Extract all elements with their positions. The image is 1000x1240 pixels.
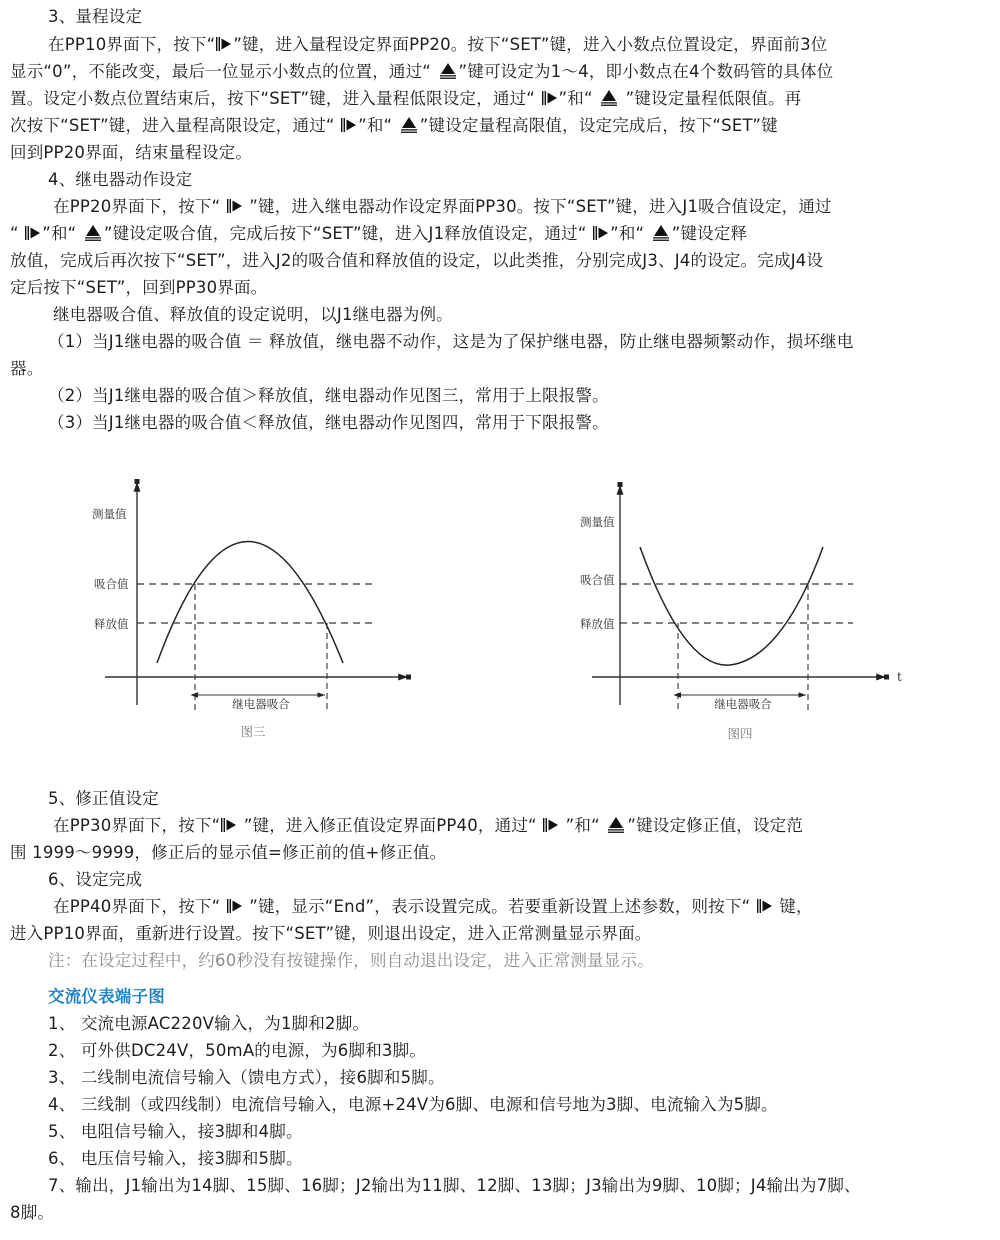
terminal-diagram-heading: 交流仪表端子图 — [48, 987, 165, 1006]
shift-key-icon — [220, 816, 238, 835]
paragraph-line — [53, 894, 813, 920]
y-axis-label: 测量值 — [92, 507, 127, 521]
list-item: 4、 三线制（或四线制）电流信号输入，电源+24V为6脚、电源和信号地为3脚、电流输入为5脚。 — [48, 1095, 778, 1114]
up-key-icon — [398, 116, 420, 135]
pickup-label: 吸合值 — [580, 573, 615, 587]
text-segment: ”键设定吸合值，完成后按下“SET”键，进入J1释放值设定，通过“ — [103, 224, 593, 243]
text-segment: ”键可设定为1～4，即小数点在4个数码管的具体位 — [458, 62, 834, 81]
list-item: 7、输出，J1输出为14脚、15脚、16脚；J2输出为11脚、12脚、13脚；J3输出为9脚、10脚；J4输出为7脚、 — [48, 1176, 861, 1195]
list-item-continuation: 8脚。 — [10, 1203, 55, 1222]
shift-key-icon — [226, 197, 244, 216]
figure-caption: 图四 — [727, 726, 753, 741]
pickup-label: 吸合值 — [94, 577, 129, 591]
text-segment: ”和“ — [42, 224, 82, 243]
note-text: 注：在设定过程中，约60秒没有按键操作，则自动退出设定，进入正常测量显示。 — [48, 951, 654, 970]
up-key-icon — [598, 89, 620, 108]
text-segment: ”键设定修正值，设定范 — [627, 816, 804, 835]
figure-3 — [92, 479, 411, 739]
list-item: 5、 电阻信号输入，接3脚和4脚。 — [48, 1122, 303, 1141]
section-heading-relay-action: 4、继电器动作设定 — [48, 170, 193, 189]
shift-key-icon — [592, 224, 610, 243]
relay-action-diagrams — [0, 460, 1000, 760]
figure-caption: 图三 — [240, 724, 266, 739]
y-axis-tip — [135, 479, 140, 484]
text-segment: ”和“ — [560, 816, 606, 835]
shift-key-icon — [340, 116, 358, 135]
list-item: 6、 电压信号输入，接3脚和5脚。 — [48, 1149, 303, 1168]
paragraph-line — [10, 86, 801, 112]
text-segment: 放值，完成后再次按下“SET”，进入J2的吸合值和释放值的设定，以此类推，分别完成J3、J4的设定。完成J4设 — [10, 251, 824, 270]
measurement-curve — [157, 542, 343, 664]
text-segment: （3）当J1继电器的吸合值＜释放值，继电器动作见图四，常用于下限报警。 — [48, 413, 609, 432]
text-segment: 回到PP20界面，结束量程设定。 — [10, 143, 253, 162]
text-segment: ”和“ — [358, 116, 398, 135]
shift-key-icon — [541, 89, 559, 108]
measurement-curve — [640, 547, 823, 665]
text-segment: 在PP20界面下，按下“ — [53, 197, 226, 216]
paragraph-line — [48, 383, 609, 409]
text-segment: ”和“ — [610, 224, 650, 243]
text-segment: ”键，进入继电器动作设定界面PP30。按下“SET”键，进入J1吸合值设定，通过 — [243, 197, 832, 216]
release-label: 释放值 — [580, 617, 615, 631]
up-key-icon — [82, 224, 104, 243]
up-key-icon — [650, 224, 672, 243]
paragraph-line — [10, 59, 833, 85]
text-segment: 在PP10界面下，按下“ — [48, 35, 216, 54]
text-segment: 定后按下“SET”，回到PP30界面。 — [10, 278, 268, 297]
text-segment: ”键，进入量程设定界面PP20。按下“SET”键，进入小数点位置设定，界面前3位 — [233, 35, 828, 54]
text-segment: （2）当J1继电器的吸合值＞释放值，继电器动作见图三，常用于上限报警。 — [48, 386, 609, 405]
text-segment: 键， — [773, 897, 813, 916]
up-key-icon — [605, 816, 627, 835]
section-heading-correction: 5、修正值设定 — [48, 789, 159, 808]
y-axis-label: 测量值 — [580, 515, 615, 529]
text-segment: ”键，进入修正值设定界面PP40，通过“ — [238, 816, 543, 835]
list-item: 2、 可外供DC24V，50mA的电源，为6脚和3脚。 — [48, 1041, 427, 1060]
x-axis-label: t — [897, 670, 902, 684]
up-key-icon — [437, 62, 459, 81]
shift-key-icon — [756, 897, 774, 916]
text-segment: ”键设定量程高限值，设定完成后，按下“SET”键 — [419, 116, 778, 135]
section-heading-range-setting: 3、量程设定 — [48, 7, 143, 26]
paragraph-line — [10, 140, 252, 166]
text-segment: 在PP30界面下，按下“ — [53, 816, 221, 835]
paragraph-line — [48, 329, 854, 355]
shift-key-icon — [24, 224, 42, 243]
release-label: 释放值 — [94, 617, 129, 631]
text-segment: （1）当J1继电器的吸合值 ＝ 释放值，继电器不动作，这是为了保护继电器，防止继电器频繁动作，损坏继电 — [48, 332, 854, 351]
relay-span-label: 继电器吸合 — [232, 697, 290, 711]
x-axis-tip — [884, 675, 889, 680]
text-segment: 继电器吸合值、释放值的设定说明，以J1继电器为例。 — [53, 305, 453, 324]
list-item: 1、 交流电源AC220V输入，为1脚和2脚。 — [48, 1014, 370, 1033]
relay-span-label: 继电器吸合 — [714, 697, 772, 711]
shift-key-icon — [226, 897, 244, 916]
paragraph-line — [48, 410, 609, 436]
paragraph-line — [10, 275, 267, 301]
text-segment: 围 1999～9999，修正后的显示值=修正前的值+修正值。 — [10, 843, 447, 862]
text-segment: ”键设定量程低限值。再 — [620, 89, 802, 108]
paragraph-line — [53, 194, 832, 220]
x-axis-tip — [406, 675, 411, 680]
paragraph-line — [53, 302, 453, 328]
paragraph-line — [10, 356, 43, 382]
list-item: 3、 二线制电流信号输入（馈电方式），接6脚和5脚。 — [48, 1068, 445, 1087]
paragraph-line — [10, 113, 778, 139]
paragraph-line — [10, 921, 652, 947]
text-segment: 显示“0”，不能改变，最后一位显示小数点的位置，通过“ — [10, 62, 437, 81]
shift-key-icon — [215, 35, 233, 54]
paragraph-line — [10, 221, 747, 247]
text-segment: 次按下“SET”键，进入量程高限设定，通过“ — [10, 116, 341, 135]
text-segment: ”键，显示“End”，表示设置完成。若要重新设置上述参数，则按下“ — [243, 897, 756, 916]
y-axis-tip — [618, 482, 623, 487]
shift-key-icon — [542, 816, 560, 835]
paragraph-line — [10, 248, 823, 274]
text-segment: ”键设定释 — [671, 224, 748, 243]
text-segment: 置。设定小数点位置结束后，按下“SET”键，进入量程低限设定，通过“ — [10, 89, 541, 108]
text-segment: ”和“ — [558, 89, 599, 108]
paragraph-line — [10, 840, 446, 866]
paragraph-line — [48, 32, 828, 58]
text-segment: 器。 — [10, 359, 44, 378]
text-segment: “ — [10, 224, 25, 243]
section-heading-finish: 6、设定完成 — [48, 870, 143, 889]
text-segment: 在PP40界面下，按下“ — [53, 897, 226, 916]
text-segment: 进入PP10界面，重新进行设置。按下“SET”键，则退出设定，进入正常测量显示界面。 — [10, 924, 652, 943]
paragraph-line — [53, 813, 803, 839]
figure-4 — [580, 482, 902, 741]
